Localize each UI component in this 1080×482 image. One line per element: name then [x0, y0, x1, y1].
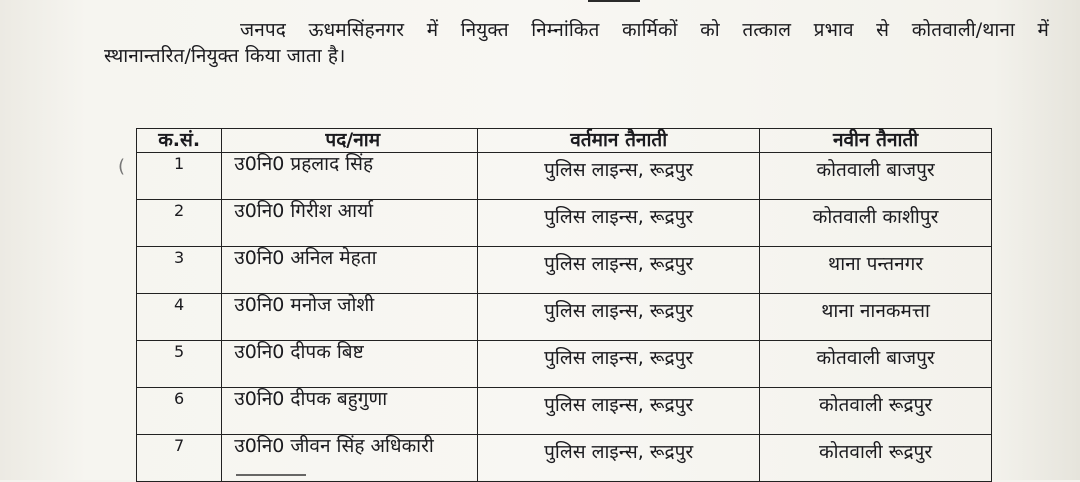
table-row — [137, 388, 992, 435]
cell-serial: 5 — [137, 341, 222, 388]
cell-new-posting: कोतवाली काशीपुर — [760, 200, 992, 247]
cell-name: उ0नि0 मनोज जोशी — [222, 294, 478, 341]
table-row — [137, 153, 992, 200]
cell-current-posting: पुलिस लाइन्स, रूद्रपुर — [478, 435, 760, 482]
paragraph-line-1: जनपद ऊधमसिंहनगर में नियुक्त निम्नांकित कार्मिकों को तत्काल प्रभाव से कोतवाली/थाना में — [240, 19, 1049, 41]
table-row — [137, 200, 992, 247]
margin-mark: ( — [118, 156, 126, 177]
table-header-row — [137, 129, 992, 153]
cell-current-posting: पुलिस लाइन्स, रूद्रपुर — [478, 294, 760, 341]
cell-name: उ0नि0 जीवन सिंह अधिकारी — [222, 435, 478, 482]
cell-name: उ0नि0 प्रहलाद सिंह — [222, 153, 478, 200]
cell-serial: 1 — [137, 153, 222, 200]
table-row — [137, 341, 992, 388]
top-rule-line — [588, 0, 640, 2]
cell-new-posting: कोतवाली बाजपुर — [760, 341, 992, 388]
cell-name: उ0नि0 दीपक बिष्ट — [222, 341, 478, 388]
header-current-posting: वर्तमान तैनाती — [478, 129, 760, 153]
cell-new-posting: कोतवाली रूद्रपुर — [760, 435, 992, 482]
header-serial: क.सं. — [137, 129, 222, 153]
cell-serial: 3 — [137, 247, 222, 294]
cell-name: उ0नि0 दीपक बहुगुणा — [222, 388, 478, 435]
cell-serial: 6 — [137, 388, 222, 435]
cell-current-posting: पुलिस लाइन्स, रूद्रपुर — [478, 153, 760, 200]
cell-serial: 4 — [137, 294, 222, 341]
transfer-table — [136, 128, 992, 482]
cell-new-posting: थाना पन्तनगर — [760, 247, 992, 294]
paragraph-line-2: स्थानान्तरित/नियुक्त किया जाता है। — [104, 44, 346, 67]
cell-name: उ0नि0 अनिल मेहता — [222, 247, 478, 294]
table-row — [137, 247, 992, 294]
cell-new-posting: थाना नानकमत्ता — [760, 294, 992, 341]
header-new-posting: नवीन तैनाती — [760, 129, 992, 153]
cell-current-posting: पुलिस लाइन्स, रूद्रपुर — [478, 388, 760, 435]
cell-name: उ0नि0 गिरीश आर्या — [222, 200, 478, 247]
cell-current-posting: पुलिस लाइन्स, रूद्रपुर — [478, 200, 760, 247]
cell-current-posting: पुलिस लाइन्स, रूद्रपुर — [478, 341, 760, 388]
header-name: पद/नाम — [222, 129, 478, 153]
cell-new-posting: कोतवाली रूद्रपुर — [760, 388, 992, 435]
bottom-text-fragment — [236, 474, 306, 476]
order-paragraph — [104, 18, 1049, 69]
cell-current-posting: पुलिस लाइन्स, रूद्रपुर — [478, 247, 760, 294]
cell-serial: 7 — [137, 435, 222, 482]
cell-new-posting: कोतवाली बाजपुर — [760, 153, 992, 200]
cell-serial: 2 — [137, 200, 222, 247]
table-row — [137, 294, 992, 341]
